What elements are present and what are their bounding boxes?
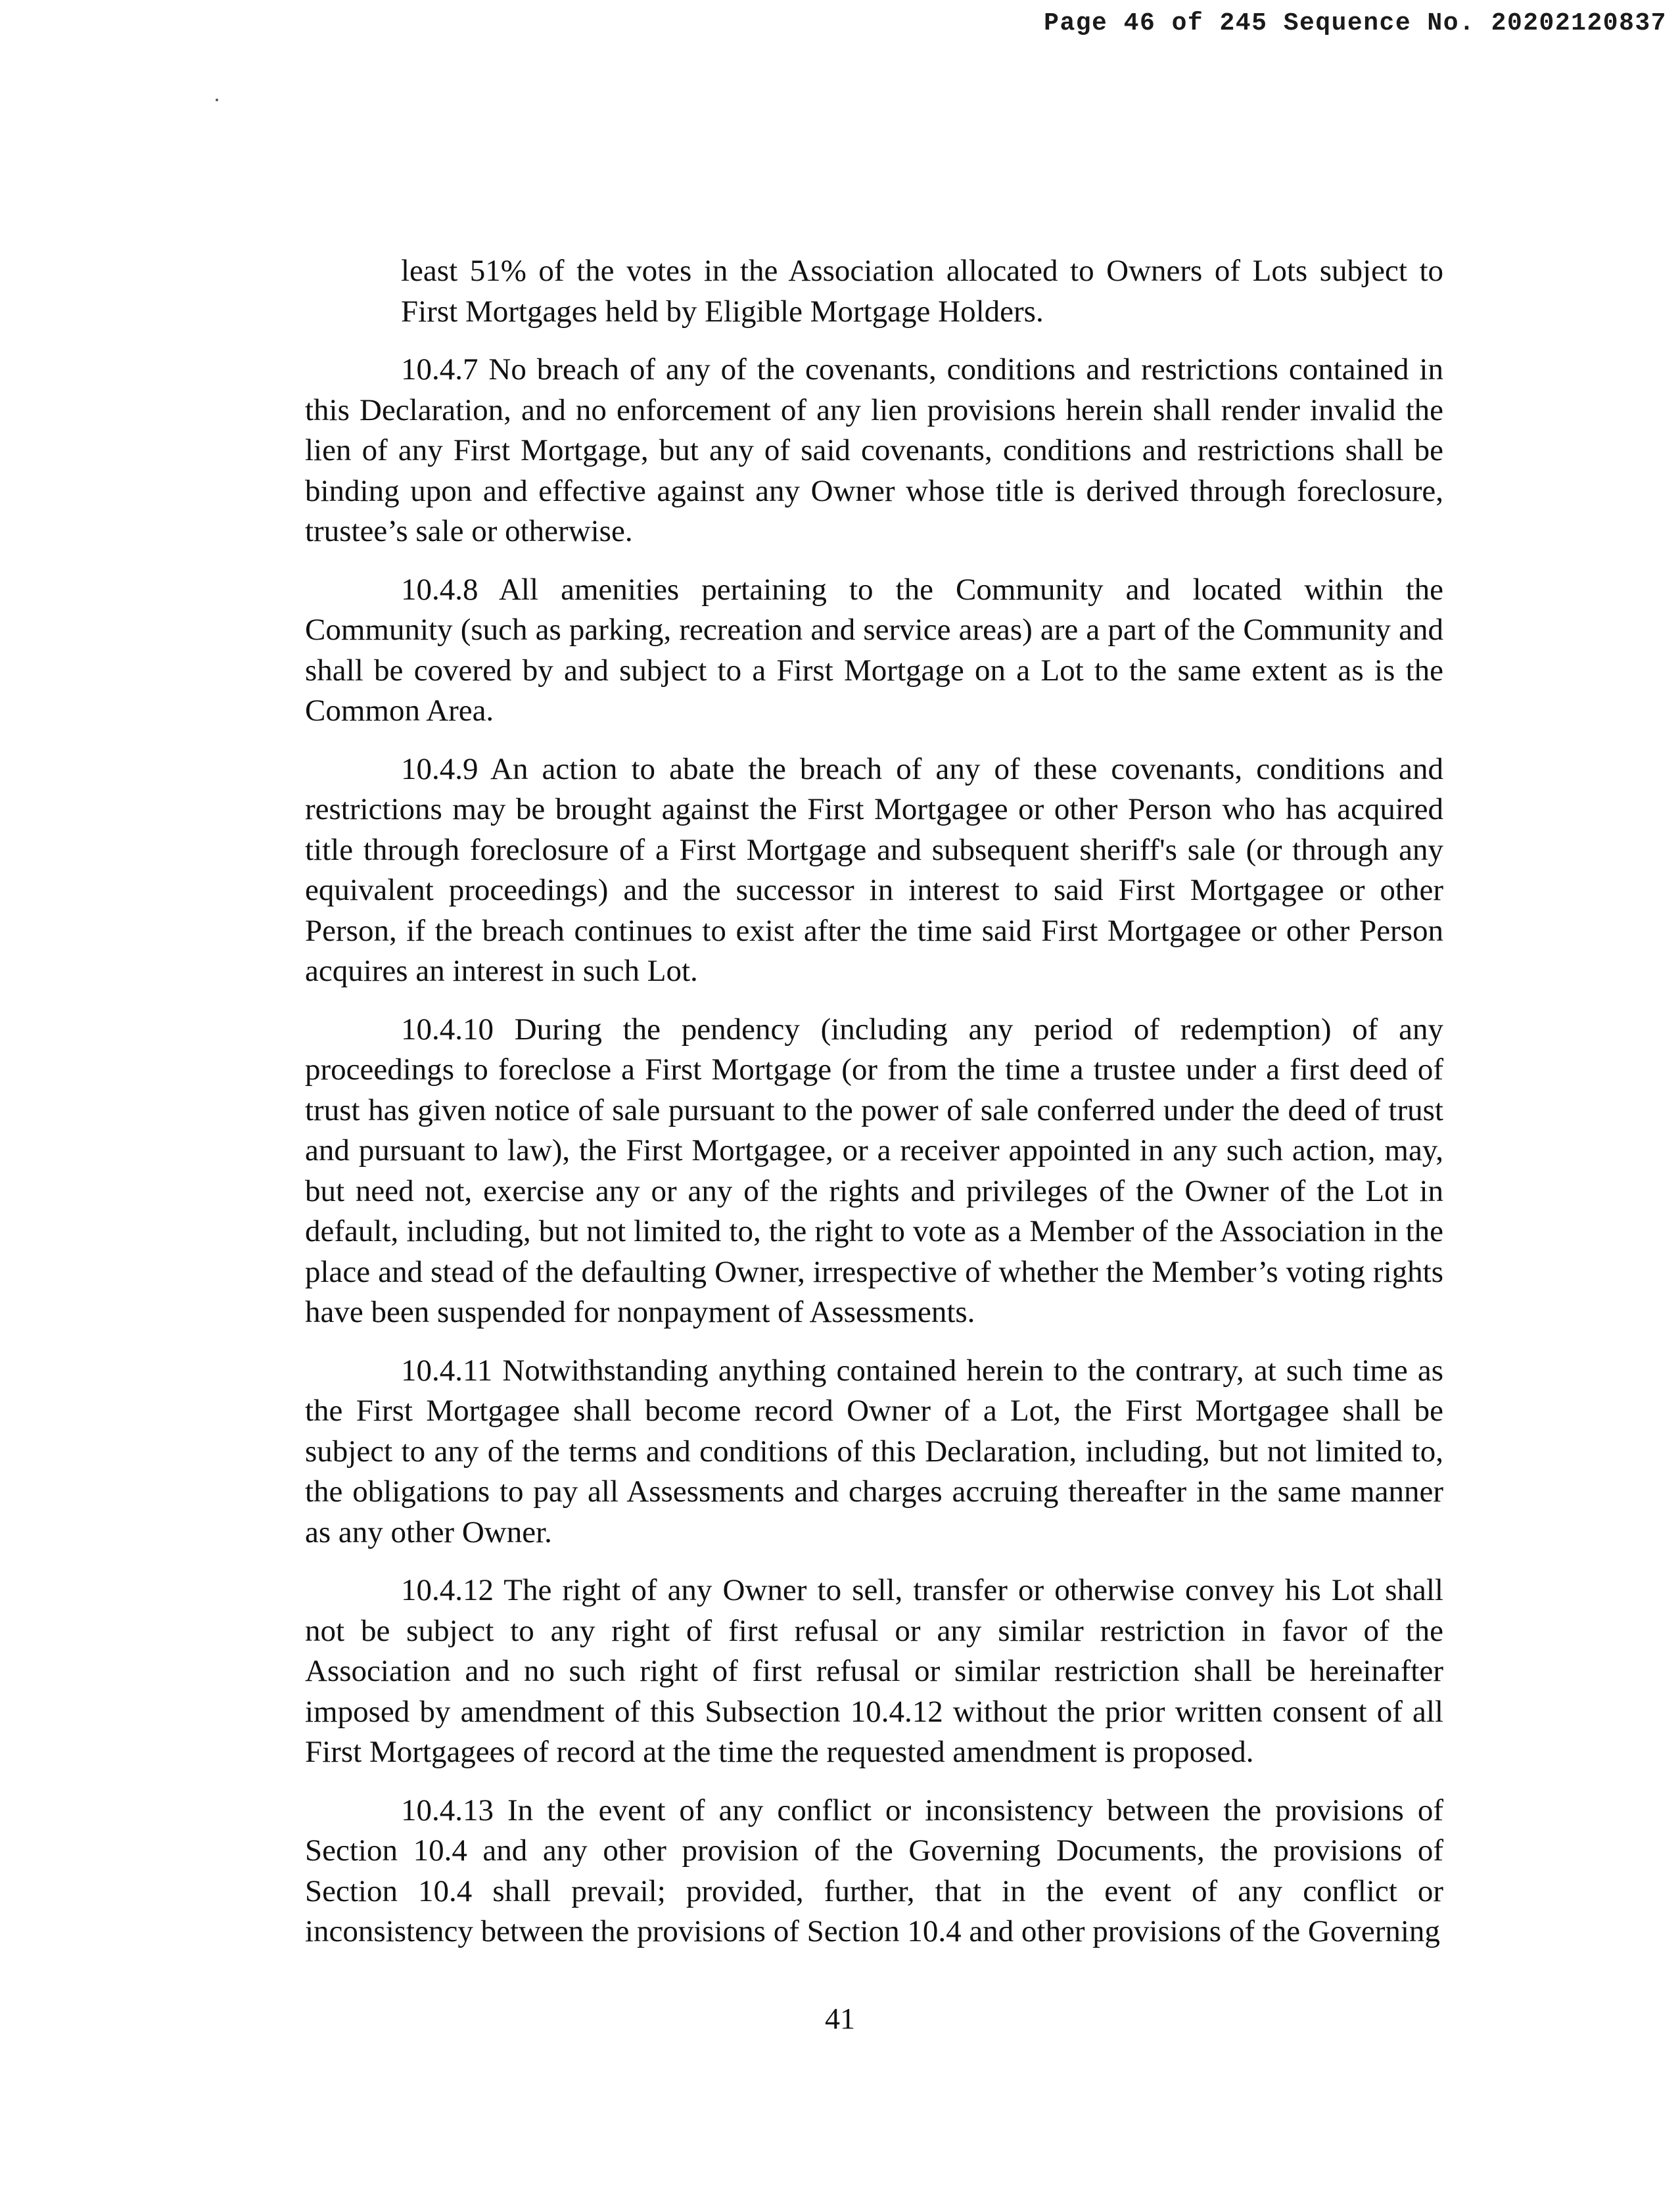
sequence-header: Page 46 of 245 Sequence No. 20202120837 xyxy=(1044,9,1667,37)
paragraph-10-4-12: 10.4.12 The right of any Owner to sell, transfer or otherwise convey his Lot shall not be subject to any right of first refusal or any similar restriction in favor of the Association and no such right of first refusal or similar restriction shall be hereinafter imposed by amendment of this Subsection 10.4.12 without the prior written consent of all First Mortgagees of record at the time the requested amendment is proposed. xyxy=(305,1573,1443,1769)
paragraph-continuation: least 51% of the votes in the Association allocated to Owners of Lots subject to First Mortgages held by Eligible Mortgage Holders. xyxy=(401,254,1443,329)
paragraph-10-4-7: 10.4.7 No breach of any of the covenants, conditions and restrictions contained in this Declaration, and no enforcement of any lien provisions herein shall render invalid the lien of any First Mortgage, but any of said covenants, conditions and restrictions shall be binding upon and effective against any Owner whose title is derived through foreclosure, trustee’s sale or otherwise. xyxy=(305,352,1443,548)
paragraph-10-4-9: 10.4.9 An action to abate the breach of any of these covenants, conditions and restrictions may be brought against the First Mortgagee or other Person who has acquired title through foreclosure of a First Mortgage and subsequent sheriff's sale (or through any equivalent proceedings) and the successor in interest to said First Mortgagee or other Person, if the breach continues to exist after the time said First Mortgagee or other Person acquires an interest in such Lot. xyxy=(305,751,1443,988)
page-number: 41 xyxy=(825,2002,855,2035)
paragraph-10-4-11: 10.4.11 Notwithstanding anything contained herein to the contrary, at such time as the First Mortgagee shall become record Owner of a Lot, the First Mortgagee shall be subject to any of the terms and conditions of this Declaration, including, but not limited to, the obligations to pay all Assessments and charges accruing thereafter in the same manner as any other Owner. xyxy=(305,1353,1443,1549)
document-body xyxy=(305,251,1443,1970)
paragraph-10-4-13: 10.4.13 In the event of any conflict or inconsistency between the provisions of Section 10.4 and any other provision of the Governing Documents, the provisions of Section 10.4 shall prevail; provided, further, that in the event of any conflict or inconsistency between the provisions of Section 10.4 and other provisions of the Governing xyxy=(305,1793,1443,1948)
scan-speck xyxy=(216,99,218,101)
paragraph-10-4-8: 10.4.8 All amenities pertaining to the Community and located within the Community (such as parking, recreation and service areas) are a part of the Community and shall be covered by and subject to a First Mortgage on a Lot to the same extent as is the Common Area. xyxy=(305,572,1443,728)
paragraph-10-4-10: 10.4.10 During the pendency (including any period of redemption) of any proceedings to foreclose a First Mortgage (or from the time a trustee under a first deed of trust has given notice of sale pursuant to the power of sale conferred under the deed of trust and pursuant to law), the First Mortgagee, or a receiver appointed in any such action, may, but need not, exercise any or any of the rights and privileges of the Owner of the Lot in default, including, but not limited to, the right to vote as a Member of the Association in the place and stead of the defaulting Owner, irrespective of whether the Member’s voting rights have been suspended for nonpayment of Assessments. xyxy=(305,1012,1443,1329)
